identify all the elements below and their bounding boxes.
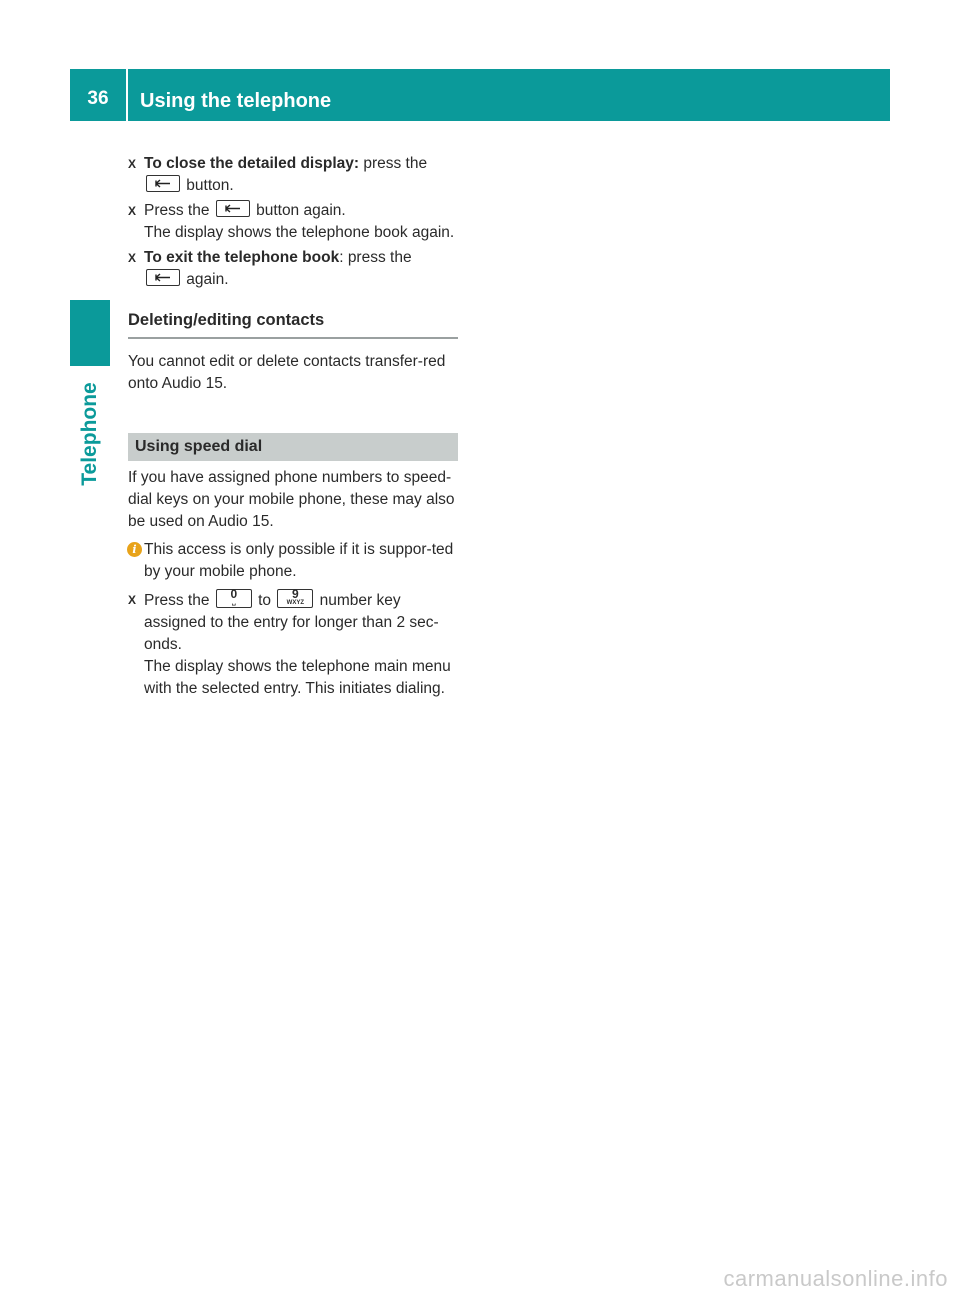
step-bold: To close the detailed display: [144, 155, 360, 172]
step-text: again. [182, 271, 229, 288]
step-text: number key assigned to the entry for longer than 2 sec-onds. [144, 592, 439, 653]
step-text: press the [359, 155, 428, 172]
step-arrow-icon: X [128, 157, 137, 171]
section-heading-deleting: Deleting/editing contacts [128, 309, 458, 339]
content-column [128, 153, 460, 703]
back-button-icon [146, 175, 180, 192]
paragraph-deleting: You cannot edit or delete contacts transfer-red onto Audio 15. [128, 353, 446, 392]
step-arrow-icon: X [128, 251, 137, 265]
step-exit-phonebook [128, 247, 460, 291]
side-tab-label: Telephone [78, 382, 101, 486]
info-note [128, 539, 460, 583]
number-key-0-icon [216, 589, 252, 608]
step-arrow-icon: X [128, 204, 137, 218]
page-number: 36 [87, 88, 109, 109]
key-digit: 9 [291, 587, 299, 601]
side-tab [70, 374, 110, 494]
paragraph-speed-dial: If you have assigned phone numbers to speed-dial keys on your mobile phone, these may also be used on Audio 15. [128, 469, 455, 530]
info-icon: i [127, 542, 142, 557]
key-letters: ␣ [231, 600, 236, 606]
step-speed-dial [128, 589, 460, 700]
step-text: : press the [339, 249, 412, 266]
step-bold: To exit the telephone book [144, 249, 340, 266]
side-marker [70, 300, 110, 366]
step-text: to [253, 592, 276, 609]
back-button-icon [146, 269, 180, 286]
key-letters: WXYZ [286, 600, 304, 606]
step-text: Press the [144, 202, 214, 219]
section-heading-speed-dial: Using speed dial [128, 433, 458, 461]
key-digit: 0 [230, 587, 238, 601]
step-close-detail [128, 153, 460, 197]
back-button-icon [216, 200, 250, 217]
watermark: carmanualsonline.info [723, 1266, 948, 1291]
step-text: button again. [251, 202, 346, 219]
header-divider [126, 69, 128, 121]
step-press-back-again [128, 200, 460, 244]
page-header [70, 69, 890, 121]
step-text: Press the [144, 592, 214, 609]
step-arrow-icon: X [128, 593, 137, 607]
step-result: The display shows the telephone main menu with the selected entry. This initiates dialing. [144, 658, 451, 697]
chapter-title: Using the telephone [140, 90, 332, 112]
number-key-9-icon [277, 589, 313, 608]
step-text: button. [182, 177, 234, 194]
step-result: The display shows the telephone book again. [144, 224, 455, 241]
info-text: This access is only possible if it is suppor-ted by your mobile phone. [144, 541, 454, 580]
